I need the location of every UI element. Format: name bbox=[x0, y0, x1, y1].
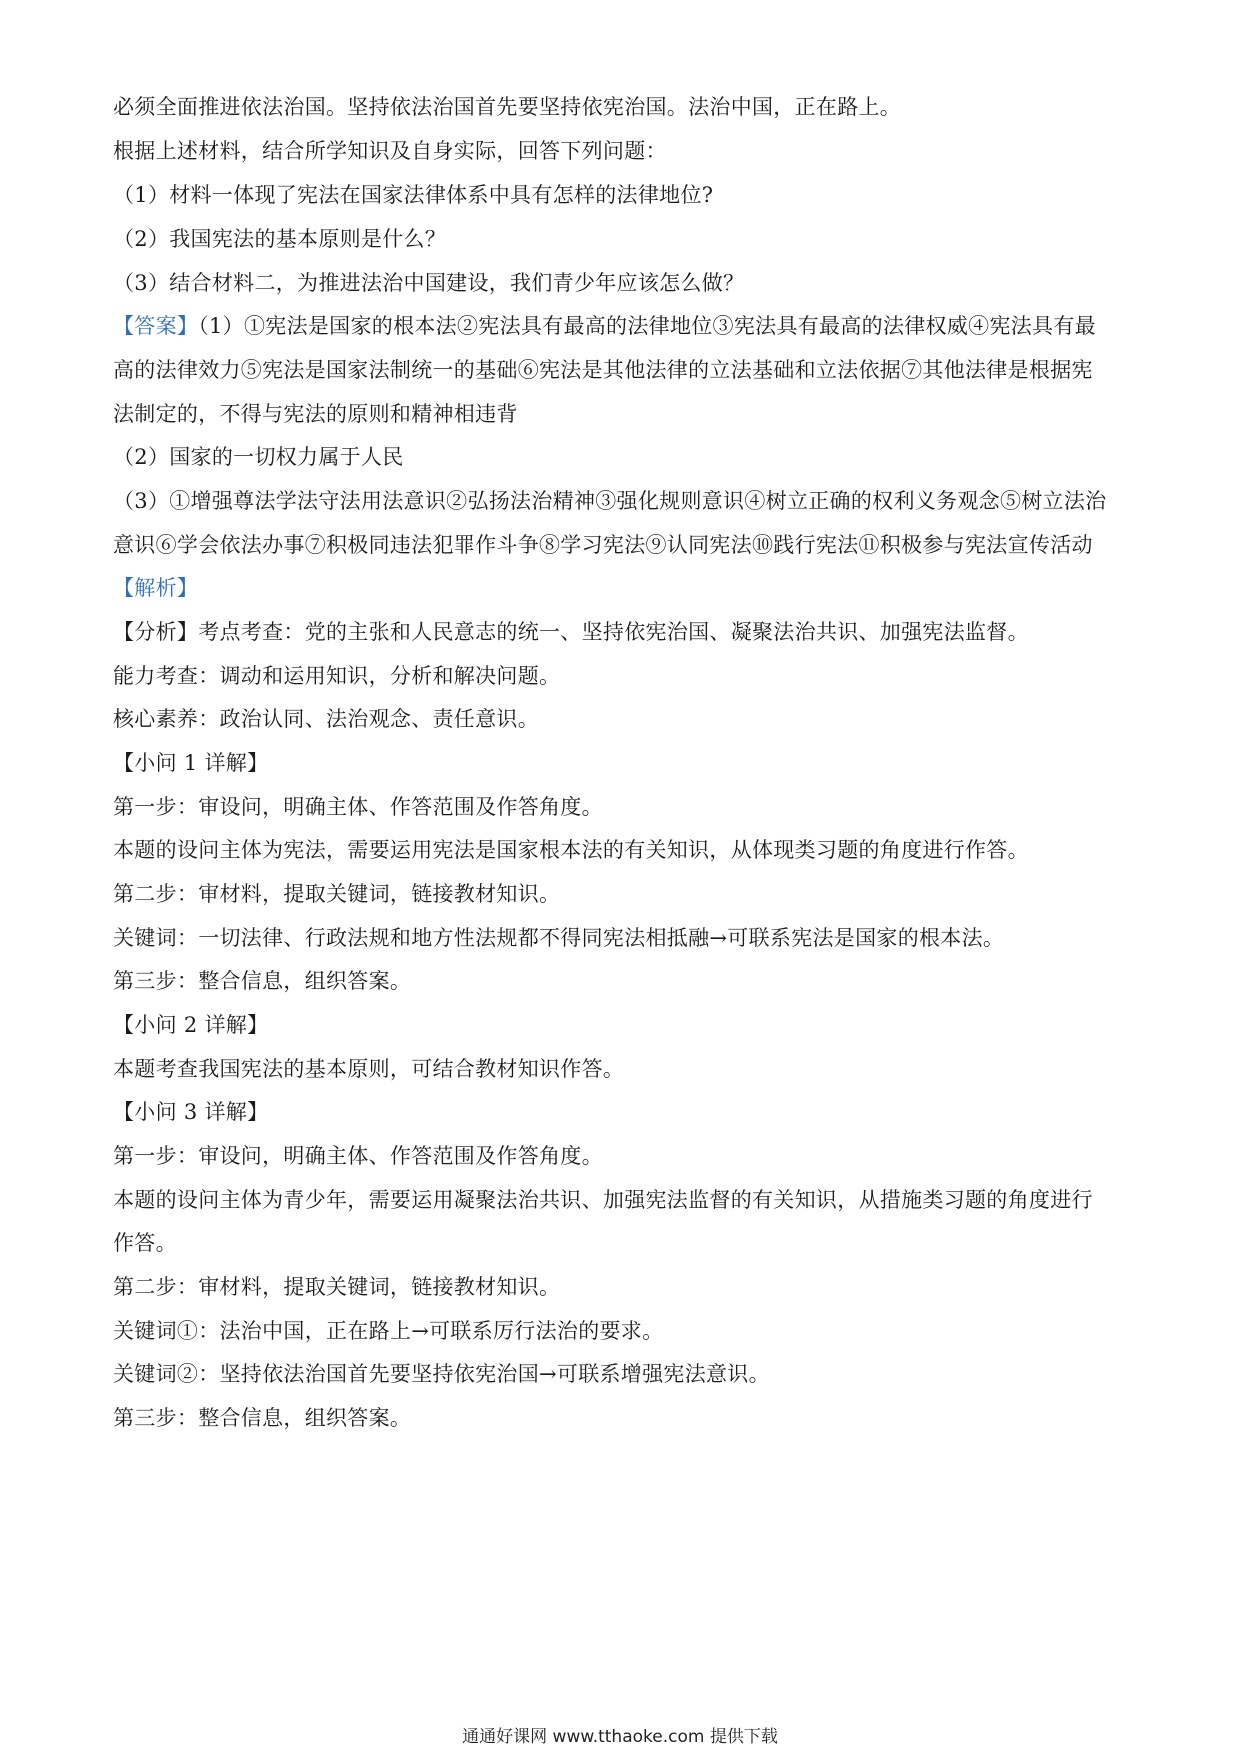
analysis-line: 第三步：整合信息，组织答案。 bbox=[113, 969, 412, 993]
answer-line-3: 法制定的，不得与宪法的原则和精神相违背 bbox=[113, 402, 518, 426]
analysis-line: 本题考查我国宪法的基本原则，可结合教材知识作答。 bbox=[113, 1057, 625, 1081]
analysis-line: 关键词②：坚持依法治国首先要坚持依宪治国→可联系增强宪法意识。 bbox=[113, 1362, 770, 1386]
sub-question-1-heading: 【小问 1 详解】 bbox=[113, 751, 269, 775]
answer-text: （1）①宪法是国家的根本法②宪法具有最高的法律地位③宪法具有最高的法律权威④宪法具有最 bbox=[198, 314, 1096, 338]
analysis-line: 核心素养：政治认同、法治观念、责任意识。 bbox=[113, 707, 539, 731]
analysis-line: 能力考查：调动和运用知识，分析和解决问题。 bbox=[113, 664, 561, 688]
analysis-line: 本题的设问主体为青少年，需要运用凝聚法治共识、加强宪法监督的有关知识，从措施类习题的角度进行 bbox=[113, 1188, 1093, 1212]
analysis-line: 作答。 bbox=[113, 1231, 177, 1255]
question-3: （3）结合材料二，为推进法治中国建设，我们青少年应该怎么做？ bbox=[113, 271, 745, 295]
sub-question-2-heading: 【小问 2 详解】 bbox=[113, 1013, 269, 1037]
answer-line-5: （3）①增强尊法学法守法用法意识②弘扬法治精神③强化规则意识④树立正确的权利义务观念⑤树立法治 bbox=[113, 489, 1107, 513]
question-2: （2）我国宪法的基本原则是什么？ bbox=[113, 227, 447, 251]
page-footer: 通通好课网 www.tthaoke.com 提供下载 bbox=[462, 1727, 778, 1747]
analysis-line: 关键词①：法治中国，正在路上→可联系厉行法治的要求。 bbox=[113, 1319, 664, 1343]
answer-tag: 【答案】 bbox=[113, 314, 199, 338]
question-1: （1）材料一体现了宪法在国家法律体系中具有怎样的法律地位? bbox=[113, 183, 714, 207]
answer-line-6: 意识⑥学会依法办事⑦积极同违法犯罪作斗争⑧学习宪法⑨认同宪法⑩践行宪法⑪积极参与宪法宣传活动 bbox=[113, 533, 1093, 557]
analysis-line: 【分析】考点考查：党的主张和人民意志的统一、坚持依宪治国、凝聚法治共识、加强宪法监督。 bbox=[113, 620, 1029, 644]
material-text-line: 必须全面推进依法治国。坚持依法治国首先要坚持依宪治国。法治中国，正在路上。 bbox=[113, 95, 902, 119]
analysis-line: 关键词：一切法律、行政法规和地方性法规都不得同宪法相抵融→可联系宪法是国家的根本法。 bbox=[113, 926, 1005, 950]
analysis-line: 第二步：审材料，提取关键词，链接教材知识。 bbox=[113, 882, 561, 906]
answer-line-2: 高的法律效力⑤宪法是国家法制统一的基础⑥宪法是其他法律的立法基础和立法依据⑦其他法律是根据宪 bbox=[113, 358, 1093, 382]
sub-question-3-heading: 【小问 3 详解】 bbox=[113, 1100, 269, 1124]
answer-line-1 bbox=[113, 311, 1138, 341]
instruction-line: 根据上述材料，结合所学知识及自身实际，回答下列问题： bbox=[113, 139, 667, 163]
answer-line-4: （2）国家的一切权力属于人民 bbox=[113, 445, 404, 469]
analysis-line: 第一步：审设问，明确主体、作答范围及作答角度。 bbox=[113, 1144, 603, 1168]
analysis-tag: 【解析】 bbox=[113, 576, 199, 600]
analysis-line: 第一步：审设问，明确主体、作答范围及作答角度。 bbox=[113, 795, 603, 819]
analysis-line: 本题的设问主体为宪法，需要运用宪法是国家根本法的有关知识，从体现类习题的角度进行作答。 bbox=[113, 838, 1029, 862]
analysis-line: 第三步：整合信息，组织答案。 bbox=[113, 1406, 412, 1430]
analysis-line: 第二步：审材料，提取关键词，链接教材知识。 bbox=[113, 1275, 561, 1299]
